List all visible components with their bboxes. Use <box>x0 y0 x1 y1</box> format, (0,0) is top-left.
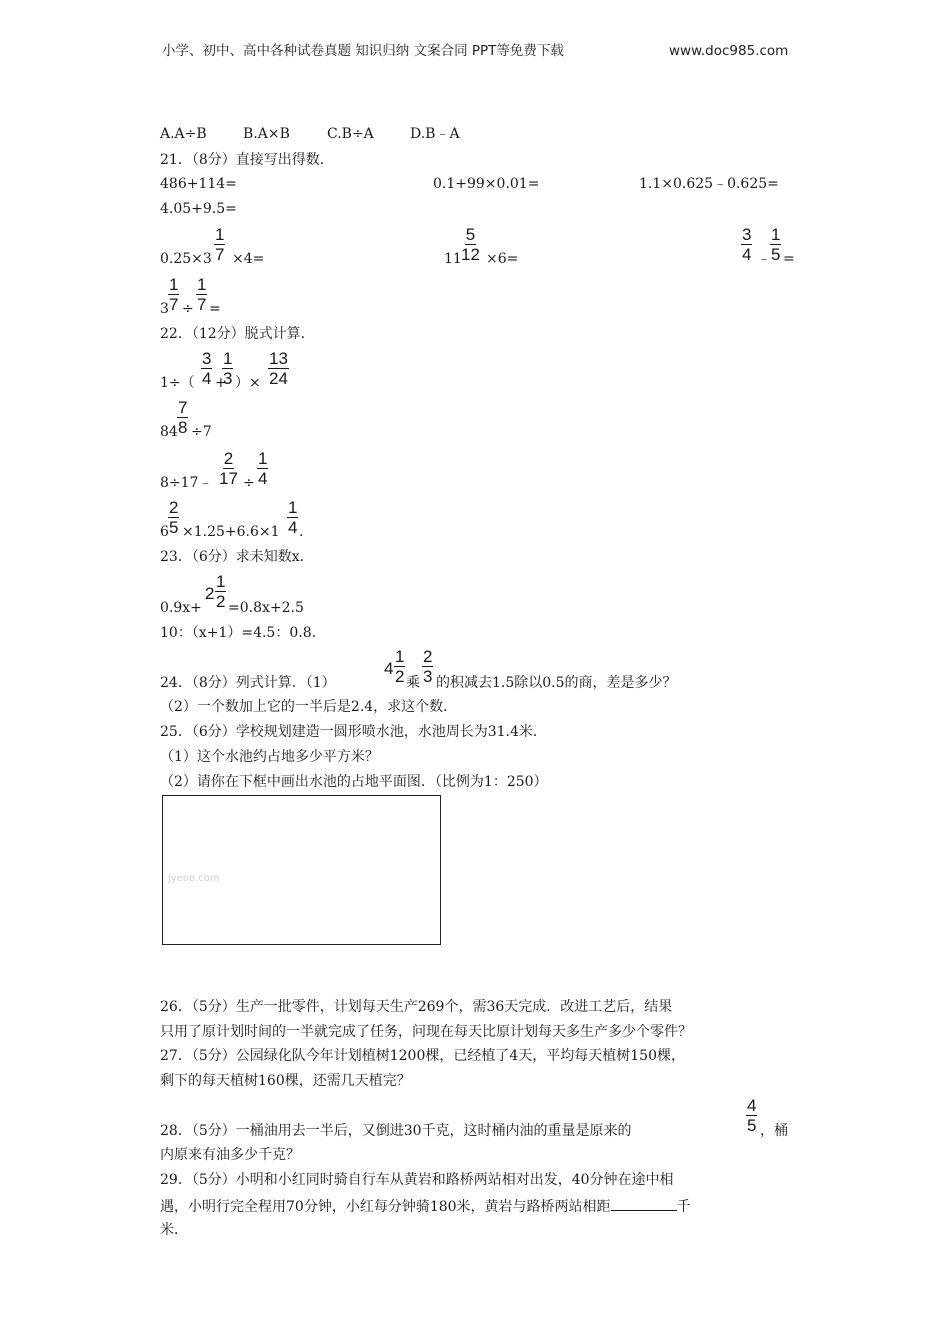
fraction: $\frac{1}{7}$ <box>215 225 225 264</box>
drawing-box <box>162 795 441 945</box>
q21-item: 486+114= <box>160 176 237 192</box>
q22-item: ）× <box>235 375 261 391</box>
q23-item: =0.8x+2.5 <box>228 600 304 616</box>
q22-title: 22．（12分）脱式计算． <box>160 326 315 342</box>
q28-item: 内原来有油多少千克？ <box>160 1147 300 1163</box>
header-site-link[interactable]: www.doc985.com <box>669 43 789 59</box>
fraction: $\frac{5}{12}$ <box>461 225 480 264</box>
q22-item: 1÷（ <box>160 375 195 391</box>
option-d: D.B﹣A <box>410 126 460 142</box>
q21-item: ×6= <box>486 251 519 267</box>
fraction: $\frac{1}{7}$ <box>169 275 179 314</box>
q29-item: 遇，小明行完全程用70分钟，小红每分钟骑180米，黄岩与路桥两站相距 千 <box>160 1196 691 1216</box>
q28-item: ，桶 <box>760 1123 788 1139</box>
operator: = <box>209 301 221 317</box>
mixed-whole: 2 <box>205 584 215 603</box>
option-a: A.A÷B <box>160 126 207 142</box>
q24-item: 的积减去1.5除以0.5的商，差是多少？ <box>436 675 677 691</box>
fraction: $\frac{13}{24}$ <box>269 349 288 388</box>
q21-title: 21．（8分）直接写出得数． <box>160 152 334 168</box>
watermark: jyeoo.com <box>168 873 220 884</box>
q23-item: 10：（x+1）=4.5：0.8. <box>160 625 317 641</box>
q25-item: （1）这个水池约占地多少平方米？ <box>160 749 379 765</box>
fraction: $\frac{4}{5}$ <box>747 1096 757 1135</box>
fraction: $\frac{1}{4}$ <box>288 498 298 537</box>
q22-item: ÷7 <box>191 424 212 440</box>
operator: + <box>215 375 227 391</box>
q21-item: 0.1+99×0.01= <box>433 176 540 192</box>
fraction: $\frac{1}{7}$ <box>197 275 207 314</box>
q21-item: 4.05+9.5= <box>160 201 237 217</box>
fraction: $\frac{2}{3}$ <box>423 647 433 686</box>
operator: ﹣ <box>757 251 771 267</box>
q27-item: 27．（5分）公园绿化队今年计划植树1200棵，已经植了4天，平均每天植树150棵， <box>160 1048 685 1064</box>
q29-item: 米． <box>160 1222 188 1238</box>
q22-item: ×1.25+6.6×1 <box>182 524 280 540</box>
fraction: $\frac{7}{8}$ <box>178 398 188 437</box>
q23-item: 0.9x+ <box>160 600 202 616</box>
fraction: $\frac{1}{5}$ <box>771 225 781 264</box>
fraction: $\frac{1}{3}$ <box>223 349 233 388</box>
q27-item: 剩下的每天植树160棵，还需几天植完？ <box>160 1073 411 1089</box>
fraction: $\frac{2}{17}$ <box>219 449 238 488</box>
q22-item: 84 <box>160 424 178 440</box>
q25-title: 25．（6分）学校规划建造一圆形喷水池，水池周长为31.4米． <box>160 724 547 740</box>
header-text: 小学、初中、高中各种试卷真题 知识归纳 文案合同 PPT等免费下载 <box>162 43 564 59</box>
q29-item: 29．（5分）小明和小红同时骑自行车从黄岩和路桥两站相对出发，40分钟在途中相 <box>160 1172 674 1188</box>
fraction: $\frac{1}{2}$ <box>216 572 226 611</box>
option-b: B.A×B <box>243 126 290 142</box>
q23-title: 23．（6分）求未知数x． <box>160 549 314 565</box>
operator: ÷ <box>243 475 255 491</box>
fraction: $\frac{1}{4}$ <box>258 449 268 488</box>
q26-item: 只用了原计划时间的一半就完成了任务，问现在每天比原计划每天多生产多少个零件？ <box>160 1024 692 1040</box>
q21-item: 3 <box>160 301 169 317</box>
fraction: $\frac{1}{2}$ <box>395 647 405 686</box>
fraction: $\frac{3}{4}$ <box>742 225 752 264</box>
operator: 乘 <box>406 675 420 691</box>
q25-item: （2）请你在下框中画出水池的占地平面图．（比例为1：250） <box>160 774 548 790</box>
q22-item: 8÷17﹣ <box>160 475 213 491</box>
operator: ÷ <box>182 301 194 317</box>
answer-blank[interactable] <box>611 1196 677 1211</box>
q24-item: （2）一个数加上它的一半后是2.4，求这个数． <box>160 699 458 715</box>
q21-item: 1.1×0.625﹣0.625= <box>639 176 779 192</box>
q21-item: 0.25×3 <box>160 251 212 267</box>
fraction: $\frac{2}{5}$ <box>169 498 179 537</box>
fraction: $\frac{3}{4}$ <box>202 349 212 388</box>
q24-item: 24．（8分）列式计算．（1） <box>160 675 336 691</box>
option-c: C.B÷A <box>327 126 374 142</box>
operator: = <box>783 251 795 267</box>
q21-item: ×4= <box>232 251 265 267</box>
q28-item: 28．（5分）一桶油用去一半后，又倒进30千克，这时桶内油的重量是原来的 <box>160 1123 632 1139</box>
q22-item: . <box>299 524 304 540</box>
q21-item: 11 <box>444 251 462 267</box>
mixed-whole: 4 <box>384 659 394 678</box>
q22-item: 6 <box>160 524 169 540</box>
q26-item: 26．（5分）生产一批零件，计划每天生产269个，需36天完成．改进工艺后，结果 <box>160 999 673 1015</box>
